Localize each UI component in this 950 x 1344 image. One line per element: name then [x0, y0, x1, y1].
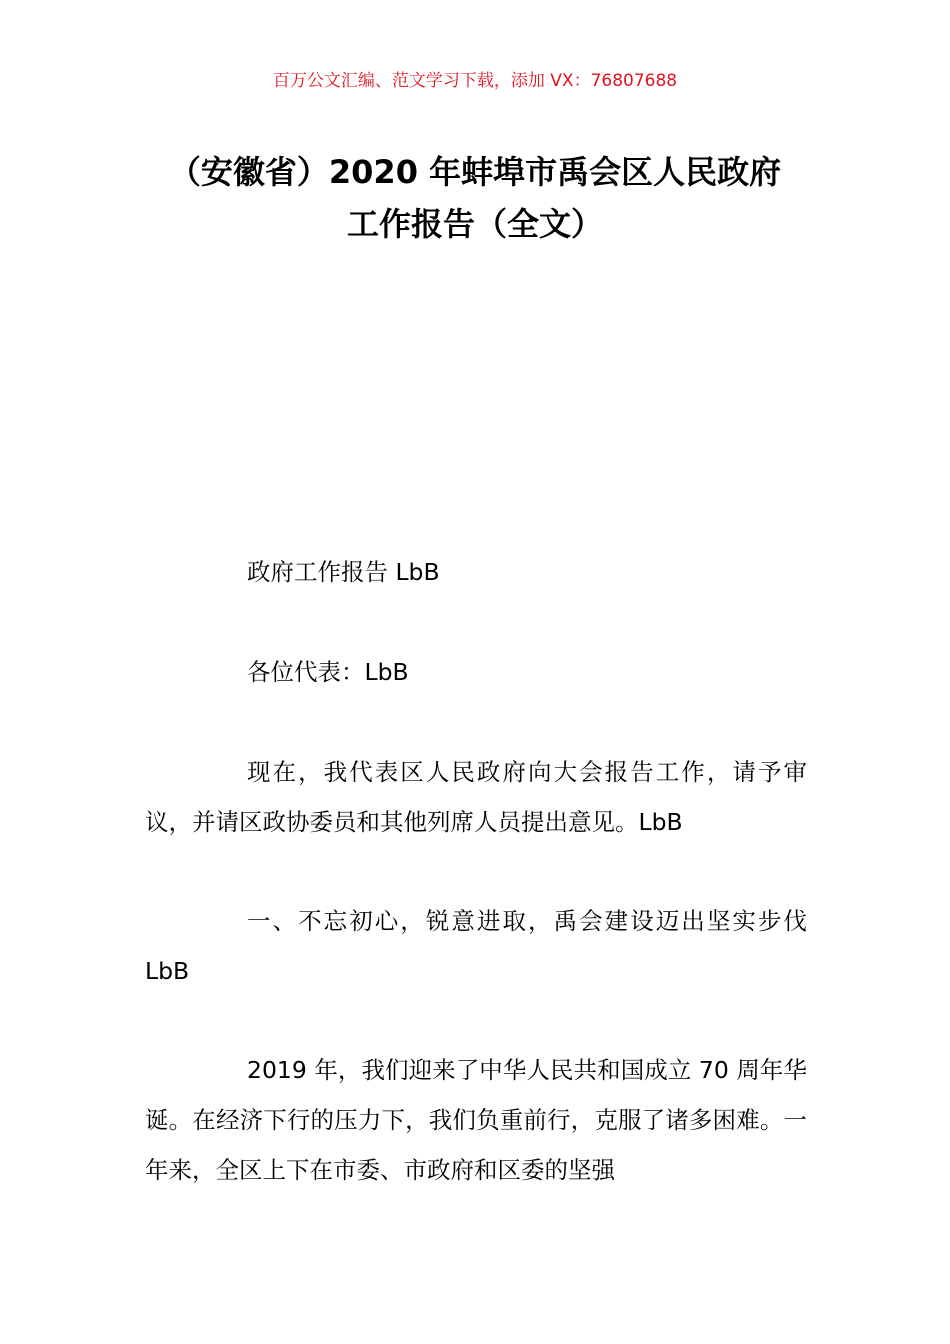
paragraph-salutation: 各位代表：LbB	[247, 658, 409, 686]
paragraph-intro: 现在，我代表区人民政府向大会报告工作，请予审议，并请区政协委员和其他列席人员提出意见。LbB	[145, 758, 807, 836]
title-line-2: 工作报告（全文）	[346, 205, 603, 243]
paragraph-2019-review: 2019 年，我们迎来了中华人民共和国成立 70 周年华诞。在经济下行的压力下，我们负重前行，克服了诸多困难。一年来，全区上下在市委、市政府和区委的坚强	[145, 1056, 807, 1184]
document-title	[130, 146, 820, 250]
header-watermark-note: 百万公文汇编、范文学习下载，添加 VX：76807688	[272, 71, 678, 91]
paragraph-report-heading: 政府工作报告 LbB	[247, 558, 440, 586]
title-line-1: （安徽省）2020 年蚌埠市禹会区人民政府	[168, 153, 782, 191]
paragraph-section-one-heading: 一、不忘初心，锐意进取，禹会建设迈出坚实步伐 LbB	[145, 907, 807, 985]
